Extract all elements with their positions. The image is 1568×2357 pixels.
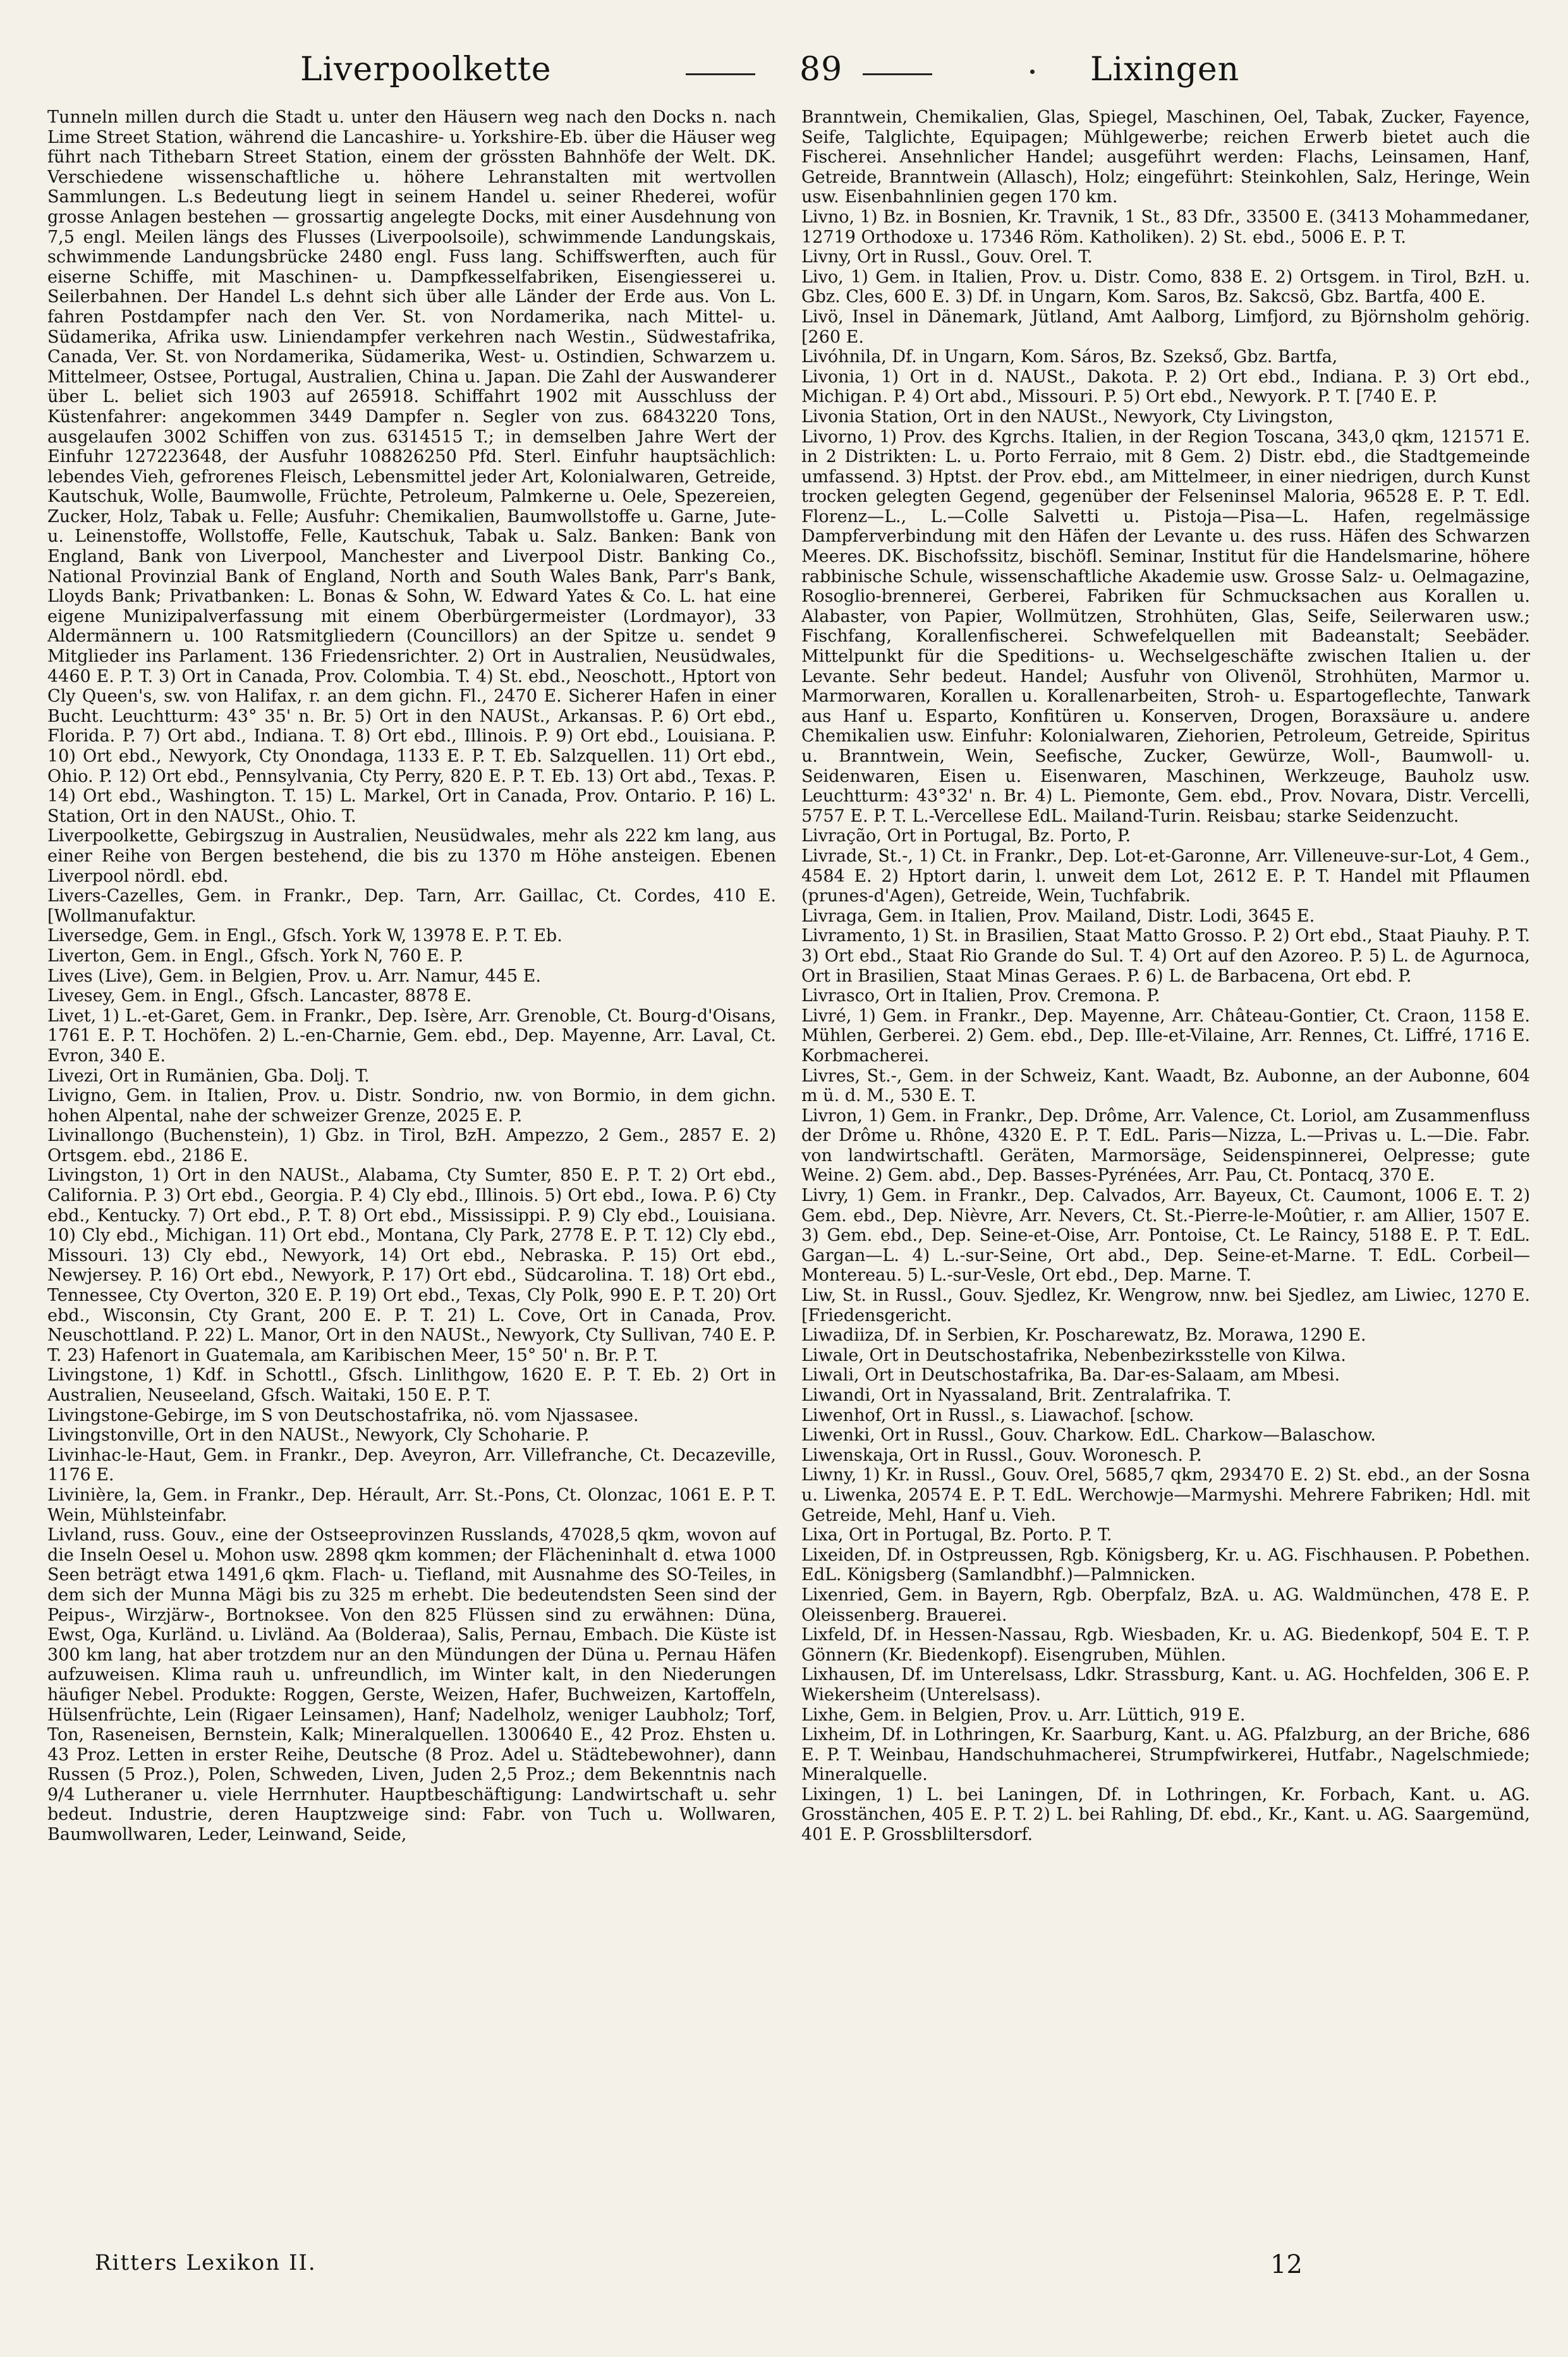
entry: Livinallongo (Buchenstein), 1) Gbz. in Tirol, BzH. Ampezzo, 2 Gem., 2857 E. 2) Ortsgem. ebd., 2186 E. (47, 1126, 776, 1166)
header-rule-right (863, 73, 932, 75)
entry: Livny, Ort in Russl., Gouv. Orel. T. (801, 247, 1093, 267)
entry: Lixenried, Gem. in Bayern, Rgb. Oberpfalz, BzA. u. AG. Waldmünchen, 478 E. P. Oleissenberg. Brauerei. (801, 1585, 1530, 1625)
entry: Lixfeld, Df. in Hessen-Nassau, Rgb. Wiesbaden, Kr. u. AG. Biedenkopf, 504 E. T. P. Gönnern (Kr. Biedenkopf). Eisengruben, Mühlen. (801, 1625, 1530, 1665)
entry: Tunneln millen durch die Stadt u. unter den Häusern weg nach den Docks n. nach Lime Street Station, während die Lancashire- u. Yorkshire-Eb. über die Häuser weg führt nach Tithebarn Street Station, einem der grössten Bahnhöfe der Welt. DK. Verschiedene wissenschaftliche u. höhere Lehranstalten mit wertvollen Sammlungen. L.s Bedeutung liegt in seinem Handel u. seiner Rhederei, wofür grosse Anlagen bestehen — grossartig angelegte Docks, mit einer Ausdehnung von 7,5 engl. Meilen längs des Flusses (Liverpoolsoile), schwimmende Landungskais, schwimmende Landungsbrücke 2480 engl. Fuss lang. Schiffswerften, auch für eiserne Schiffe, mit Maschinen- u. Dampfkesselfabriken, Eisengiesserei u. Seilerbahnen. Der Handel L.s dehnt sich über alle Länder der Erde aus. Von L. fahren Postdampfer nach den Ver. St. von Nordamerika, nach Mittel- u. Südamerika, Afrika usw. Liniendampfer verkehren nach Westin., Südwestafrika, Canada, Ver. St. von Nordamerika, Südamerika, West- u. Ostindien, Schwarzem u. Mittelmeer, Ostsee, Portugal, Australien, China u. Japan. Die Zahl der Auswanderer über L. beliet sich 1903 auf 265918. Schiffahrt 1902 mit Ausschluss der Küstenfahrer: angekommen 3449 Dampfer n. Segler von zus. 6843220 Tons, ausgelaufen 3002 Schiffen von zus. 6314515 T.; in demselben Jahre Wert der Einfuhr 127223648, der Ausfuhr 108826250 Pfd. Sterl. Einfuhr hauptsächlich: lebendes Vieh, gefrorenes Fleisch, Lebensmittel jeder Art, Kolonialwaren, Getreide, Kautschuk, Wolle, Baumwolle, Früchte, Petroleum, Palmkerne u. Oele, Spezereien, Zucker, Holz, Tabak u. Felle; Ausfuhr: Chemikalien, Baumwollstoffe u. Garne, Jute- u. Leinenstoffe, Wollstoffe, Felle, Kautschuk, Tabak u. Salz. Banken: Bank von England, Bank von Liverpool, Manchester and Liverpool Distr. Banking Co., National Provinzial Bank of England, North and South Wales Bank, Parr's Bank, Lloyds Bank; Privatbanken: L. Bonas & Sohn, W. Edward Yates & Co. L. hat eine eigene Munizipalverfassung mit einem Oberbürgermeister (Lordmayor), 33 Aldermännern u. 100 Ratsmitgliedern (Councillors) an der Spitze u. sendet 9 Mitglieder ins Parlament. 136 Friedensrichter. 2) Ort in Australien, Neusüdwales, 4460 E. P. T. 3) Ort in Canada, Prov. Colombia. T. 4) St. ebd., Neoschott., Hptort von Cly Queen's, sw. von Halifax, r. an dem gichn. Fl., 2470 E. Sicherer Hafen in einer Bucht. Leuchtturm: 43° 35' n. Br. 5) Ort in den NAUSt., Arkansas. P. 6) Ort ebd., Florida. P. 7) Ort abd., Indiana. T. 8) Ort ebd., Illinois. P. 9) Ort ebd., Louisiana. P. 10) Ort ebd., Newyork, Cty Onondaga, 1133 E. P. T. Eb. Salzquellen. 11) Ort ebd., Ohio. P. 12) Ort ebd., Pennsylvania, Cty Perry, 820 E. P. T. Eb. 13) Ort abd., Texas. P. 14) Ort ebd., Washington. T. 15) L. Markel, Ort in Canada, Prov. Ontario. P. 16) L. Station, Ort in den NAUSt., Ohio. T. (47, 107, 776, 826)
entry: Livingstone-Gebirge, im S von Deutschostafrika, nö. vom Njassasee. (47, 1405, 639, 1425)
entry: Liwadiiza, Df. in Serbien, Kr. Poscharewatz, Bz. Morawa, 1290 E. (801, 1325, 1366, 1346)
entry: Liwny, 1) Kr. in Russl., Gouv. Orel, 5685,7 qkm, 293470 E. 2) St. ebd., an der Sosna u. Liwenka, 20574 E. P. T. EdL. Werchowje—Marmyshi. Mehrere Fabriken; Hdl. mit Getreide, Mehl, Hanf u. Vieh. (801, 1465, 1530, 1525)
entry: Lixa, Ort in Portugal, Bz. Porto. P. T. (801, 1525, 1112, 1545)
entry: Lixheim, Df. in Lothringen, Kr. Saarburg, Kant. u. AG. Pfalzburg, an der Briche, 686 E. P. T. Weinbau, Handschuhmacherei, Strumpfwirkerei, Hutfabr., Nagelschmiede; Mineralquelle. (801, 1725, 1530, 1785)
entry: Livingstone, 1) Kdf. in Schottl., Gfsch. Linlithgow, 1620 E. P. T. Eb. 2) Ort in Australien, Neuseeland, Gfsch. Waitaki, 150 E. P. T. (47, 1365, 776, 1405)
entry: Livorno, 1) Prov. des Kgrchs. Italien, in der Region Toscana, 343,0 qkm, 121571 E. in 2 Distrikten: L. u. Porto Ferraio, mit 8 Gem. 2) Distr. ebd., die Stadtgemeinde umfassend. 3) Hptst. der Prov. ebd., am Mittelmeer, in einer niedrigen, durch Kunst trocken gelegten Gegend, gegenüber der Felseninsel Maloria, 96528 E. P. T. Edl. Florenz—L., L.—Colle Salvetti u. Pistoja—Pisa—L. Hafen, regelmässige Dampferverbindung mit den Häfen der Levante u. des russ. Häfen des Schwarzen Meeres. DK. Bischofssitz, bischöfl. Seminar, Institut für die Handelsmarine, höhere rabbinische Schule, wissenschaftliche Akademie usw. Grosse Salz- u. Oelmagazine, Rosoglio-brennerei, Gerberei, Fabriken für Schmucksachen aus Korallen u. Alabaster, von Papier, Wollmützen, Strohhüten, Glas, Seife, Seilerwaren usw.; Fischfang, Korallenfischerei. Schwefelquellen mit Badeanstalt; Seebäder. Mittelpunkt für die Speditions- u. Wechselgeschäfte zwischen Italien u. der Levante. Sehr bedeut. Handel; Ausfuhr von Olivenöl, Strohhüten, Marmor u. Marmorwaren, Korallen u. Korallenarbeiten, Stroh- u. Espartogeflechte, Tanwark aus Hanf u. Esparto, Konfitüren u. Konserven, Drogen, Boraxsäure u. andere Chemikalien usw. Einfuhr: Kolonialwaren, Ziehorien, Petroleum, Getreide, Spiritus u. Branntwein, Wein, Seefische, Zucker, Gewürze, Woll-, Baumwoll- u. Seidenwaren, Eisen u. Eisenwaren, Maschinen, Werkzeuge, Bauholz usw. Leuchtturm: 43°32' n. Br. 4) L. Piemonte, Gem. ebd., Prov. Novara, Distr. Vercelli, 5757 E. P. T. L.-Vercellese EdL. Mailand-Turin. Reisbau; starke Seidenzucht. (801, 427, 1530, 826)
entry: Livo, 1) Gem. in Italien, Prov. u. Distr. Como, 838 E. 2) Ortsgem. in Tirol, BzH. u. Gbz. Cles, 600 E. 3) Df. in Ungarn, Kom. Saros, Bz. Sakcsö, Gbz. Bartfa, 400 E. (801, 267, 1530, 307)
entry: Lixhe, Gem. in Belgien, Prov. u. Arr. Lüttich, 919 E. (801, 1705, 1246, 1725)
page-number: 89 (799, 51, 843, 88)
entry: Livesey, Gem. in Engl., Gfsch. Lancaster, 8878 E. (47, 986, 472, 1006)
entry: Livonia, 1) Ort in d. NAUSt., Dakota. P. 2) Ort ebd., Indiana. P. 3) Ort ebd., Michigan. P. 4) Ort abd., Missouri. P. 5) Ort ebd., Newyork. P. T. [740 E. P. (801, 367, 1530, 407)
entry: Livigno, Gem. in Italien, Prov. u. Distr. Sondrio, nw. von Bormio, in dem gichn. hohen Alpental, nahe der schweizer Grenze, 2025 E. P. (47, 1086, 776, 1126)
entry: Lixhausen, Df. im Unterelsass, Ldkr. Strassburg, Kant. u. AG. Hochfelden, 306 E. P. Wiekersheim (Unterelsass). (801, 1665, 1530, 1705)
entry: Liwali, Ort in Deutschostafrika, Ba. Dar-es-Salaam, am Mbesi. (801, 1365, 1340, 1386)
entry: Livingston, 1) Ort in den NAUSt., Alabama, Cty Sumter, 850 E. P. T. 2) Ort ebd., California. P. 3) Ort ebd., Georgia. P. 4) Cly ebd., Illinois. 5) Ort ebd., Iowa. P. 6) Cty ebd., Kentucky. 7) Ort ebd., P. T. 8) Ort ebd., Mississippi. P. 9) Cly ebd., Louisiana. 10) Cly ebd., Michigan. 11) Ort ebd., Montana, Cly Park, 2778 E. P. T. 12) Cly ebd., Missouri. 13) Cly ebd., Newyork, 14) Ort ebd., Nebraska. P. 15) Ort ebd., Newjersey. P. 16) Ort ebd., Newyork, P. 17) Ort ebd., Südcarolina. T. 18) Ort ebd., Tennessee, Cty Overton, 320 E. P. 19) Ort ebd., Texas, Cly Polk, 990 E. P. T. 20) Ort ebd., Wisconsin, Cty Grant, 200 E. P. T. 21) L. Cove, Ort in Canada, Prov. Neuschottland. P. 22) L. Manor, Ort in den NAUSt., Newyork, Cty Sullivan, 740 E. P. T. 23) Hafenort in Guatemala, am Karibischen Meer, 15° 50' n. Br. P. T. (47, 1166, 776, 1365)
entry: Livraga, Gem. in Italien, Prov. Mailand, Distr. Lodi, 3645 E. (801, 906, 1315, 926)
entry: Livramento, 1) St. in Brasilien, Staat Matto Grosso. P. 2) Ort ebd., Staat Piauhy. P. T. 3) Ort ebd., Staat Rio Grande do Sul. T. 4) Ort auf den Azoreo. P. 5) L. de Agurnoca, Ort in Brasilien, Staat Minas Geraes. P. 6) L. de Barbacena, Ort ebd. P. (801, 926, 1530, 986)
entry: Livração, Ort in Portugal, Bz. Porto, P. (801, 826, 1131, 846)
entry: Livezi, Ort in Rumänien, Gba. Dolj. T. (47, 1066, 370, 1086)
entry: Liw, St. in Russl., Gouv. Sjedlez, Kr. Wengrow, nnw. bei Sjedlez, am Liwiec, 1270 E. [Friedensgericht. (801, 1286, 1530, 1325)
entry: Liwenki, Ort in Russl., Gouv. Charkow. EdL. Charkow—Balaschow. (801, 1425, 1376, 1446)
entry: Livrasco, Ort in Italien, Prov. Cremona. P. (801, 986, 1160, 1006)
entry: Livrade, St.-, 1) Ct. in Frankr., Dep. Lot-et-Garonne, Arr. Villeneuve-sur-Lot, 4 Gem., 4584 E. 2) Hptort darin, l. unweit dem Lot, 2612 E. P. T. Handel mit Pflaumen (prunes-d'Agen), Getreide, Wein, Tuchfabrik. (801, 846, 1530, 906)
header-right-keyword: Lixingen (1090, 51, 1240, 88)
entry: Livland, russ. Gouv., eine der Ostseeprovinzen Russlands, 47028,5 qkm, wovon auf die Inseln Oesel u. Mohon usw. 2898 qkm kommen; der Flächeninhalt d. etwa 1000 Seen beträgt etwa 1491,6 qkm. Flach- u. Tiefland, mit Ausnahme des SO-Teiles, in dem sich der Munna Mägi bis zu 325 m erhebt. Die bedeutendsten Seen sind der Peipus-, Wirzjärw-, Bortnoksee. Von den 825 Flüssen sind zu erwähnen: Düna, Ewst, Oga, Kurländ. u. Livländ. Aa (Bolderaa), Salis, Pernau, Embach. Die Küste ist 300 km lang, hat aber trotzdem nur an den Mündungen der Düna u. Pernau Häfen aufzuweisen. Klima rauh u. unfreundlich, im Winter kalt, in den Niederungen häufiger Nebel. Produkte: Roggen, Gerste, Weizen, Hafer, Buchweizen, Kartoffeln, Hülsenfrüchte, Lein (Rigaer Leinsamen), Hanf; Nadelholz, weniger Laubholz; Torf, Ton, Raseneisen, Bernstein, Kalk; Mineralquellen. 1300640 E., 42 Proz. Ehsten u. 43 Proz. Letten in erster Reihe, Deutsche (8 Proz. Adel u. Städtebewohner), dann Russen (5 Proz.), Polen, Schweden, Liven, Juden 2,5 Proz.; dem Bekenntnis nach 9/4 Lutheraner u. viele Herrnhuter. Hauptbeschäftigung: Landwirtschaft u. sehr bedeut. Industrie, deren Hauptzweige sind: Fabr. von Tuch u. Wollwaren, Baumwollwaren, Leder, Leinwand, Seide, (47, 1525, 776, 1845)
entry: Livóhnila, Df. in Ungarn, Kom. Sáros, Bz. Szekső, Gbz. Bartfa, (801, 347, 1338, 367)
entry: Livinière, la, Gem. in Frankr., Dep. Hérault, Arr. St.-Pons, Ct. Olonzac, 1061 E. P. T. Wein, Mühlsteinfabr. (47, 1485, 776, 1525)
entry: Livinhac-le-Haut, Gem. in Frankr., Dep. Aveyron, Arr. Villefranche, Ct. Decazeville, 1176 E. (47, 1445, 776, 1485)
entry: Lixingen, 1) L. bei Laningen, Df. in Lothringen, Kr. Forbach, Kant. u. AG. Grosstänchen, 405 E. P. T. 2) L. bei Rahling, Df. ebd., Kr., Kant. u. AG. Saargemünd, 401 E. P. Grossbliltersdorf. (801, 1784, 1530, 1845)
page-header (47, 44, 1530, 95)
entry: Liwale, Ort in Deutschostafrika, Nebenbezirksstelle von Kilwa. (801, 1345, 1346, 1365)
header-rule-left (686, 73, 755, 75)
entry: Branntwein, Chemikalien, Glas, Spiegel, Maschinen, Oel, Tabak, Zucker, Fayence, Seife, Talglichte, Equipagen; Mühlgewerbe; reichen Erwerb bietet auch die Fischerei. Ansehnlicher Handel; ausgeführt werden: Flachs, Leinsamen, Hanf, Getreide, Branntwein (Allasch), Holz; eingeführt: Steinkohlen, Salz, Heringe, Wein usw. Eisenbahnlinien gegen 170 km. (801, 107, 1530, 207)
entry: Livingstonville, Ort in den NAUSt., Newyork, Cly Schoharie. P. (47, 1425, 590, 1446)
header-dot (1030, 70, 1035, 74)
footer-signature: Ritters Lexikon II. (95, 2250, 317, 2275)
right-column (801, 107, 1530, 2200)
left-column (47, 107, 776, 2200)
entry: Liversedge, Gem. in Engl., Gfsch. York W, 13978 E. P. T. Eb. (47, 926, 562, 946)
entry: Lives (Live), Gem. in Belgien, Prov. u. Arr. Namur, 445 E. (47, 966, 541, 986)
entry: Liverton, Gem. in Engl., Gfsch. York N, 760 E. P. (47, 946, 464, 966)
entry: Livry, 1) Gem. in Frankr., Dep. Calvados, Arr. Bayeux, Ct. Caumont, 1006 E. T. 2) Gem. ebd., Dep. Nièvre, Arr. Nevers, Ct. St.-Pierre-le-Moûtier, r. am Allier, 1507 E. 3) Gem. ebd., Dep. Seine-et-Oise, Arr. Pontoise, Ct. Le Raincy, 5188 E. P. T. EdL. Gargan—L. 4) L.-sur-Seine, Ort abd., Dep. Seine-et-Marne. T. EdL. Corbeil—Montereau. 5) L.-sur-Vesle, Ort ebd., Dep. Marne. T. (801, 1186, 1530, 1286)
entry: Livonia Station, Ort in den NAUSt., Newyork, Cty Livingston, (801, 406, 1334, 427)
entry: Liwenhof, Ort in Russl., s. Liawachof. [schow. (801, 1405, 1194, 1425)
footer-sheet-number: 12 (1270, 2250, 1303, 2279)
entry: Lixeiden, Df. in Ostpreussen, Rgb. Königsberg, Kr. u. AG. Fischhausen. P. Pobethen. EdL. Königsberg (Samlandbhf.)—Palmnicken. (801, 1545, 1530, 1585)
entry: Livö, Insel in Dänemark, Jütland, Amt Aalborg, Limfjord, zu Björnsholm gehörig. [260 E. (801, 307, 1530, 347)
entry: Livré, 1) Gem. in Frankr., Dep. Mayenne, Arr. Château-Gontier, Ct. Craon, 1158 E. Mühlen, Gerberei. 2) Gem. ebd., Dep. Ille-et-Vilaine, Arr. Rennes, Ct. Liffré, 1716 E. Korbmacherei. (801, 1006, 1530, 1066)
entry: Livno, 1) Bz. in Bosnien, Kr. Travnik, 1 St., 83 Dfr., 33500 E. (3413 Mohammedaner, 12719 Orthodoxe u. 17346 Röm. Katholiken). 2) St. ebd., 5006 E. P. T. (801, 207, 1530, 247)
entry: Livron, 1) Gem. in Frankr., Dep. Drôme, Arr. Valence, Ct. Loriol, am Zusammenfluss der Drôme u. Rhône, 4320 E. P. T. EdL. Paris—Nizza, L.—Privas u. L.—Die. Fabr. von landwirtschaftl. Geräten, Marmorsäge, Seidenspinnerei, Oelpresse; gute Weine. 2) Gem. abd., Dep. Basses-Pyrénées, Arr. Pau, Ct. Pontacq, 370 E. (801, 1105, 1530, 1186)
text-columns (47, 107, 1530, 2200)
entry: Livers-Cazelles, Gem. in Frankr., Dep. Tarn, Arr. Gaillac, Ct. Cordes, 410 E. [Wollmanufaktur. (47, 886, 776, 926)
entry: Liverpoolkette, Gebirgszug in Australien, Neusüdwales, mehr als 222 km lang, aus einer Reihe von Bergen bestehend, die bis zu 1370 m Höhe ansteigen. Ebenen Liverpool nördl. ebd. (47, 826, 776, 886)
entry: Liwenskaja, Ort in Russl., Gouv. Woronesch. P. (801, 1445, 1202, 1465)
entry: Livres, St.-, Gem. in der Schweiz, Kant. Waadt, Bz. Aubonne, an der Aubonne, 604 m ü. d. M., 530 E. T. (801, 1066, 1530, 1106)
entry: Livet, 1) L.-et-Garet, Gem. in Frankr., Dep. Isère, Arr. Grenoble, Ct. Bourg-d'Oisans, 1761 E. P. T. Hochöfen. 2) L.-en-Charnie, Gem. ebd., Dep. Mayenne, Arr. Laval, Ct. Evron, 340 E. (47, 1006, 776, 1066)
entry: Liwandi, Ort in Nyassaland, Brit. Zentralafrika. T. (801, 1386, 1232, 1405)
page-footer (95, 2250, 1529, 2288)
header-left-keyword: Liverpoolkette (300, 51, 552, 88)
